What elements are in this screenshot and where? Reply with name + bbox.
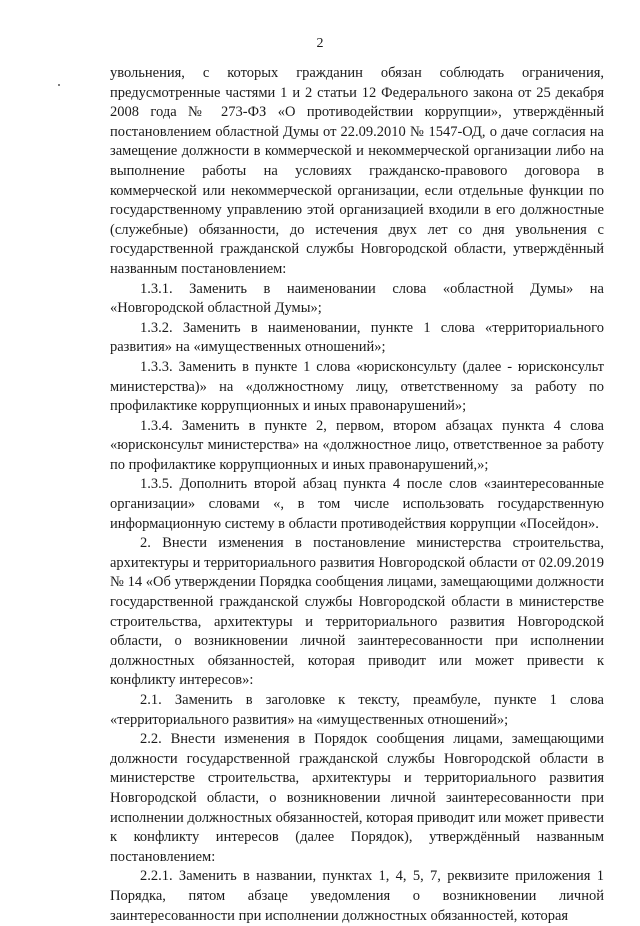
paragraph-1-3-4: 1.3.4. Заменить в пункте 2, первом, втором абзацах пункта 4 слова «юрисконсульт министерства» на «должностное лицо, ответственное за работу по профилактике коррупционных и иных правонарушений,»; xyxy=(110,417,604,473)
paragraph-1-3-5: 1.3.5. Дополнить второй абзац пункта 4 после слов «заинтересованные организации» словами «, в том числе использовать государственную информационную систему в области противодействия коррупции «Посейдон». xyxy=(110,476,604,532)
paragraph-1-3-2: 1.3.2. Заменить в наименовании, пункте 1 слова «территориального развития» на «имущественных отношений»; xyxy=(110,319,604,356)
paragraph-1-3-1: 1.3.1. Заменить в наименовании слова «областной Думы» на «Новгородской областной Думы»; xyxy=(110,280,604,317)
paragraph-2-1: 2.1. Заменить в заголовке к тексту, преамбуле, пункте 1 слова «территориального развития» на «имущественных отношений»; xyxy=(110,692,604,728)
paragraph-2: 2. Внести изменения в постановление министерства строительства, архитектуры и территориального развития Новгородской области от 02.09.2019 № 14 «Об утверждении Порядка сообщения лицами, замещающими должности государственной гражданской службы Новгородской области в министерстве строительства, архитектуры и территориального развития Новгородской области, о возникновении личной заинтересованности при исполнении должностных обязанностей, которая приводит или может привести к конфликту интересов»: xyxy=(110,535,604,689)
page-number: 2 xyxy=(316,36,324,51)
document-body xyxy=(110,64,604,926)
paragraph-1-3-3: 1.3.3. Заменить в пункте 1 слова «юрисконсульту (далее - юрисконсульт министерства)» на «должностному лицу, ответственному за работу по профилактике коррупционных и иных правонарушений»; xyxy=(110,358,604,415)
paragraph-2-2: 2.2. Внести изменения в Порядок сообщения лицами, замещающими должности государственной гражданской службы Новгородской области в министерстве строительства, архитектуры и территориального развития Новгородской области, о возникновении личной заинтересованности при исполнении должностных обязанностей, которая приводит или может привести к конфликту интересов (далее Порядок), утверждённый названным постановлением: xyxy=(110,731,604,865)
paragraph-continuation: увольнения, с которых гражданин обязан соблюдать ограничения, предусмотренные частями 1 и 2 статьи 12 Федерального закона от 25 декабря 2008 года № 273-ФЗ «О противодействии коррупции», утверждённый постановлением областной Думы от 22.09.2010 № 1547-ОД, о даче согласия на замещение должности в коммерческой и некоммерческой организации либо на выполнение работы на условиях гражданско-правового договора в коммерческой или некоммерческой организации, если отдельные функции по государственному управлению этой организацией входили в его должностные (служебные) обязанности, до истечения двух лет со дня увольнения с государственной гражданской службы Новгородской области, утверждённый названным постановлением: xyxy=(110,65,604,277)
scan-speck xyxy=(58,84,60,86)
paragraph-2-2-1: 2.2.1. Заменить в названии, пунктах 1, 4, 5, 7, реквизите приложения 1 Порядка, пятом абзаце уведомления о возникновении личной заинтересованности при исполнении должностных обязанностей, которая xyxy=(110,868,604,924)
